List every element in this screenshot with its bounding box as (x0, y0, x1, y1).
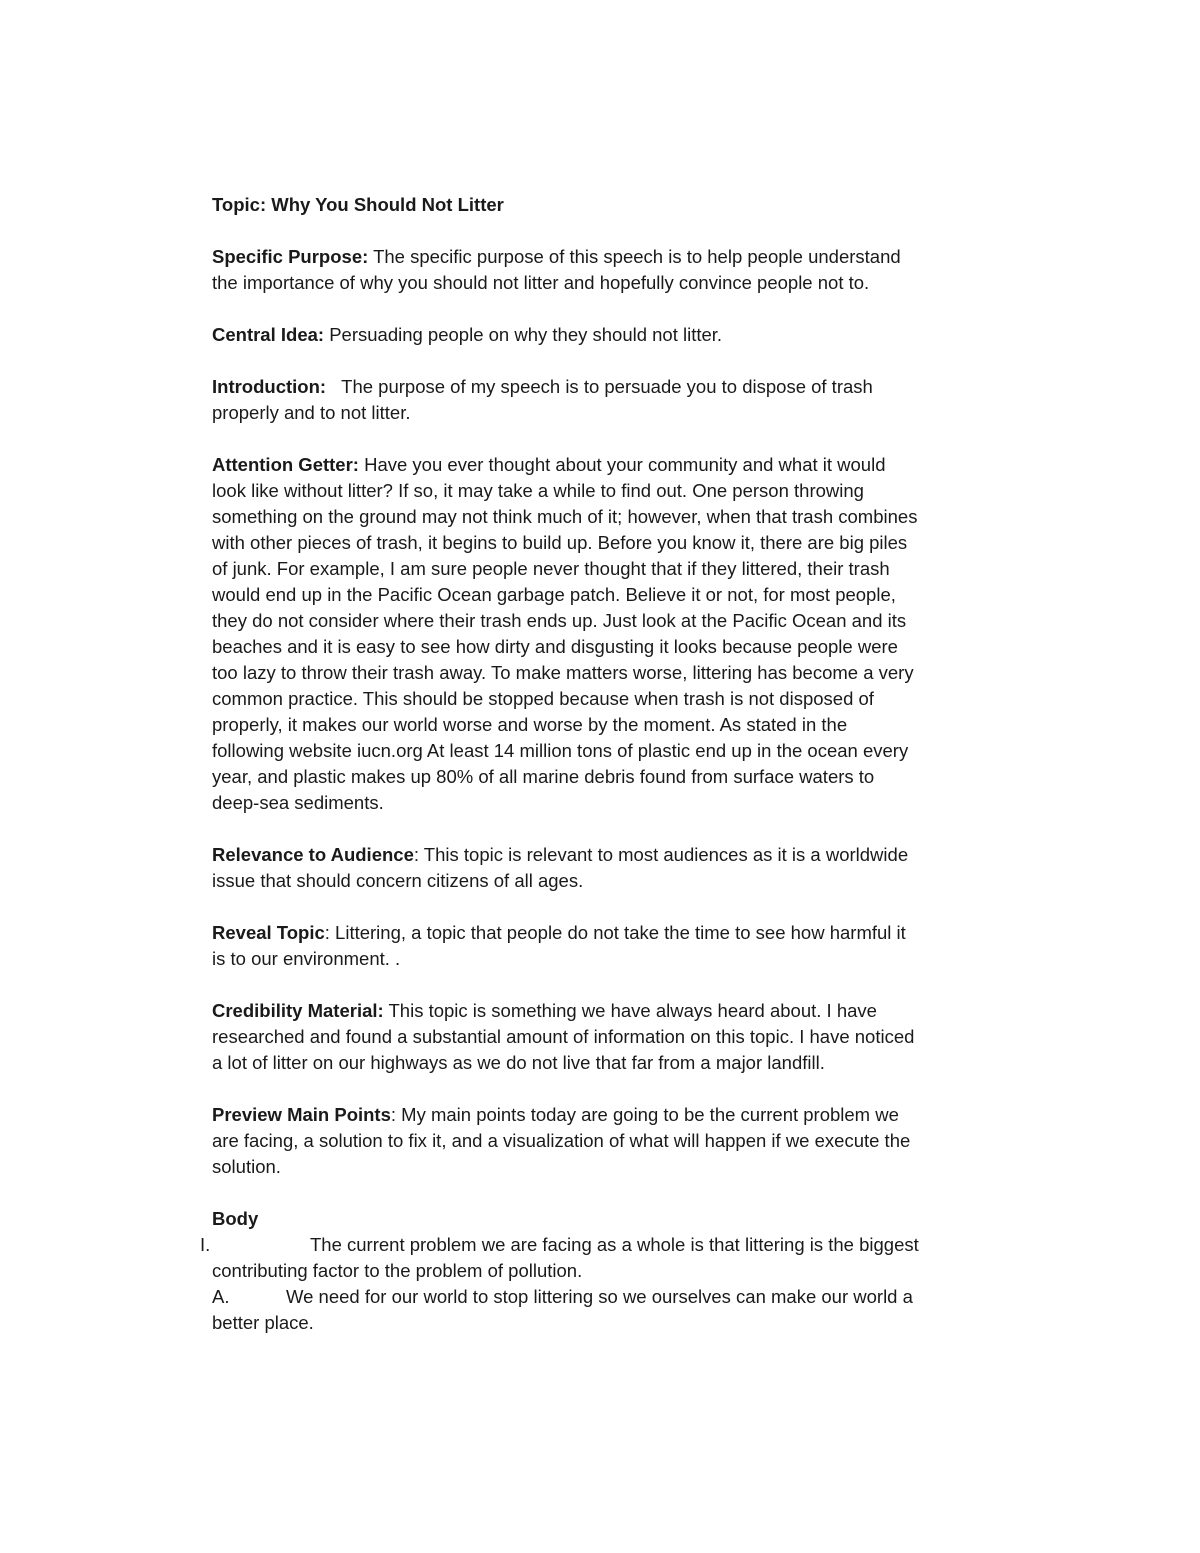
specific-purpose-text: The specific purpose of this speech is to help people understand the importance of why you should not litter and hopefully convince people not to. (212, 246, 901, 293)
document-page (200, 192, 922, 1336)
outline-point-1a-text: We need for our world to stop littering so we ourselves can make our world a better place. (212, 1286, 913, 1333)
outline-marker-roman: I. (200, 1234, 211, 1255)
relevance-text: : This topic is relevant to most audiences as it is a worldwide issue that should concern citizens of all ages. (212, 844, 909, 891)
outline-point-1-text: The current problem we are facing as a whole is that littering is the biggest contributing factor to the problem of pollution. (212, 1234, 919, 1281)
credibility-text: This topic is something we have always heard about. I have researched and found a substantial amount of information on this topic. I have noticed a lot of litter on our highways as we do not live that far from a major landfill. (212, 1000, 915, 1073)
preview-paragraph (212, 1102, 922, 1180)
credibility-label: Credibility Material: (212, 1000, 384, 1021)
credibility-paragraph (212, 998, 922, 1076)
relevance-label: Relevance to Audience (212, 844, 414, 865)
central-idea-text: Persuading people on why they should not litter. (324, 324, 723, 345)
specific-purpose-label: Specific Purpose: (212, 246, 369, 267)
introduction-text: The purpose of my speech is to persuade you to dispose of trash properly and to not litter. (212, 376, 878, 423)
preview-text: : My main points today are going to be the current problem we are facing, a solution to fix it, and a visualization of what will happen if we execute the solution. (212, 1104, 911, 1177)
reveal-topic-paragraph (212, 920, 922, 972)
relevance-paragraph (212, 842, 922, 894)
central-idea-label: Central Idea: (212, 324, 325, 345)
reveal-topic-label: Reveal Topic (212, 922, 325, 943)
outline-point-1a (212, 1284, 922, 1336)
introduction-label: Introduction: (212, 376, 327, 397)
body-heading: Body (212, 1208, 259, 1229)
central-idea-paragraph (212, 322, 922, 348)
attention-getter-label: Attention Getter: (212, 454, 359, 475)
outline-point-1 (200, 1232, 922, 1284)
attention-getter-paragraph (212, 452, 922, 816)
introduction-paragraph (212, 374, 922, 426)
reveal-topic-text: : Littering, a topic that people do not take the time to see how harmful it is to our environment. . (212, 922, 906, 969)
topic-title: Topic: Why You Should Not Litter (212, 194, 504, 215)
outline-marker-alpha: A. (212, 1286, 230, 1307)
preview-label: Preview Main Points (212, 1104, 391, 1125)
attention-getter-text: Have you ever thought about your community and what it would look like without litter? If so, it may take a while to find out. One person throwing something on the ground may not think much of it; however, when that trash combines with other pieces of trash, it begins to build up. Before you know it, there are big piles of junk. For example, I am sure people never thought that if they littered, their trash would end up in the Pacific Ocean garbage patch. Believe it or not, for most people, they do not consider where their trash ends up. Just look at the Pacific Ocean and its beaches and it is easy to see how dirty and disgusting it looks because people were too lazy to throw their trash away. To make matters worse, littering has become a very common practice. This should be stopped because when trash is not disposed of properly, it makes our world worse and worse by the moment. As stated in the following website iucn.org At least 14 million tons of plastic end up in the ocean every year, and plastic makes up 80% of all marine debris found from surface waters to deep-sea sediments. (212, 454, 918, 813)
specific-purpose-paragraph (212, 244, 922, 296)
